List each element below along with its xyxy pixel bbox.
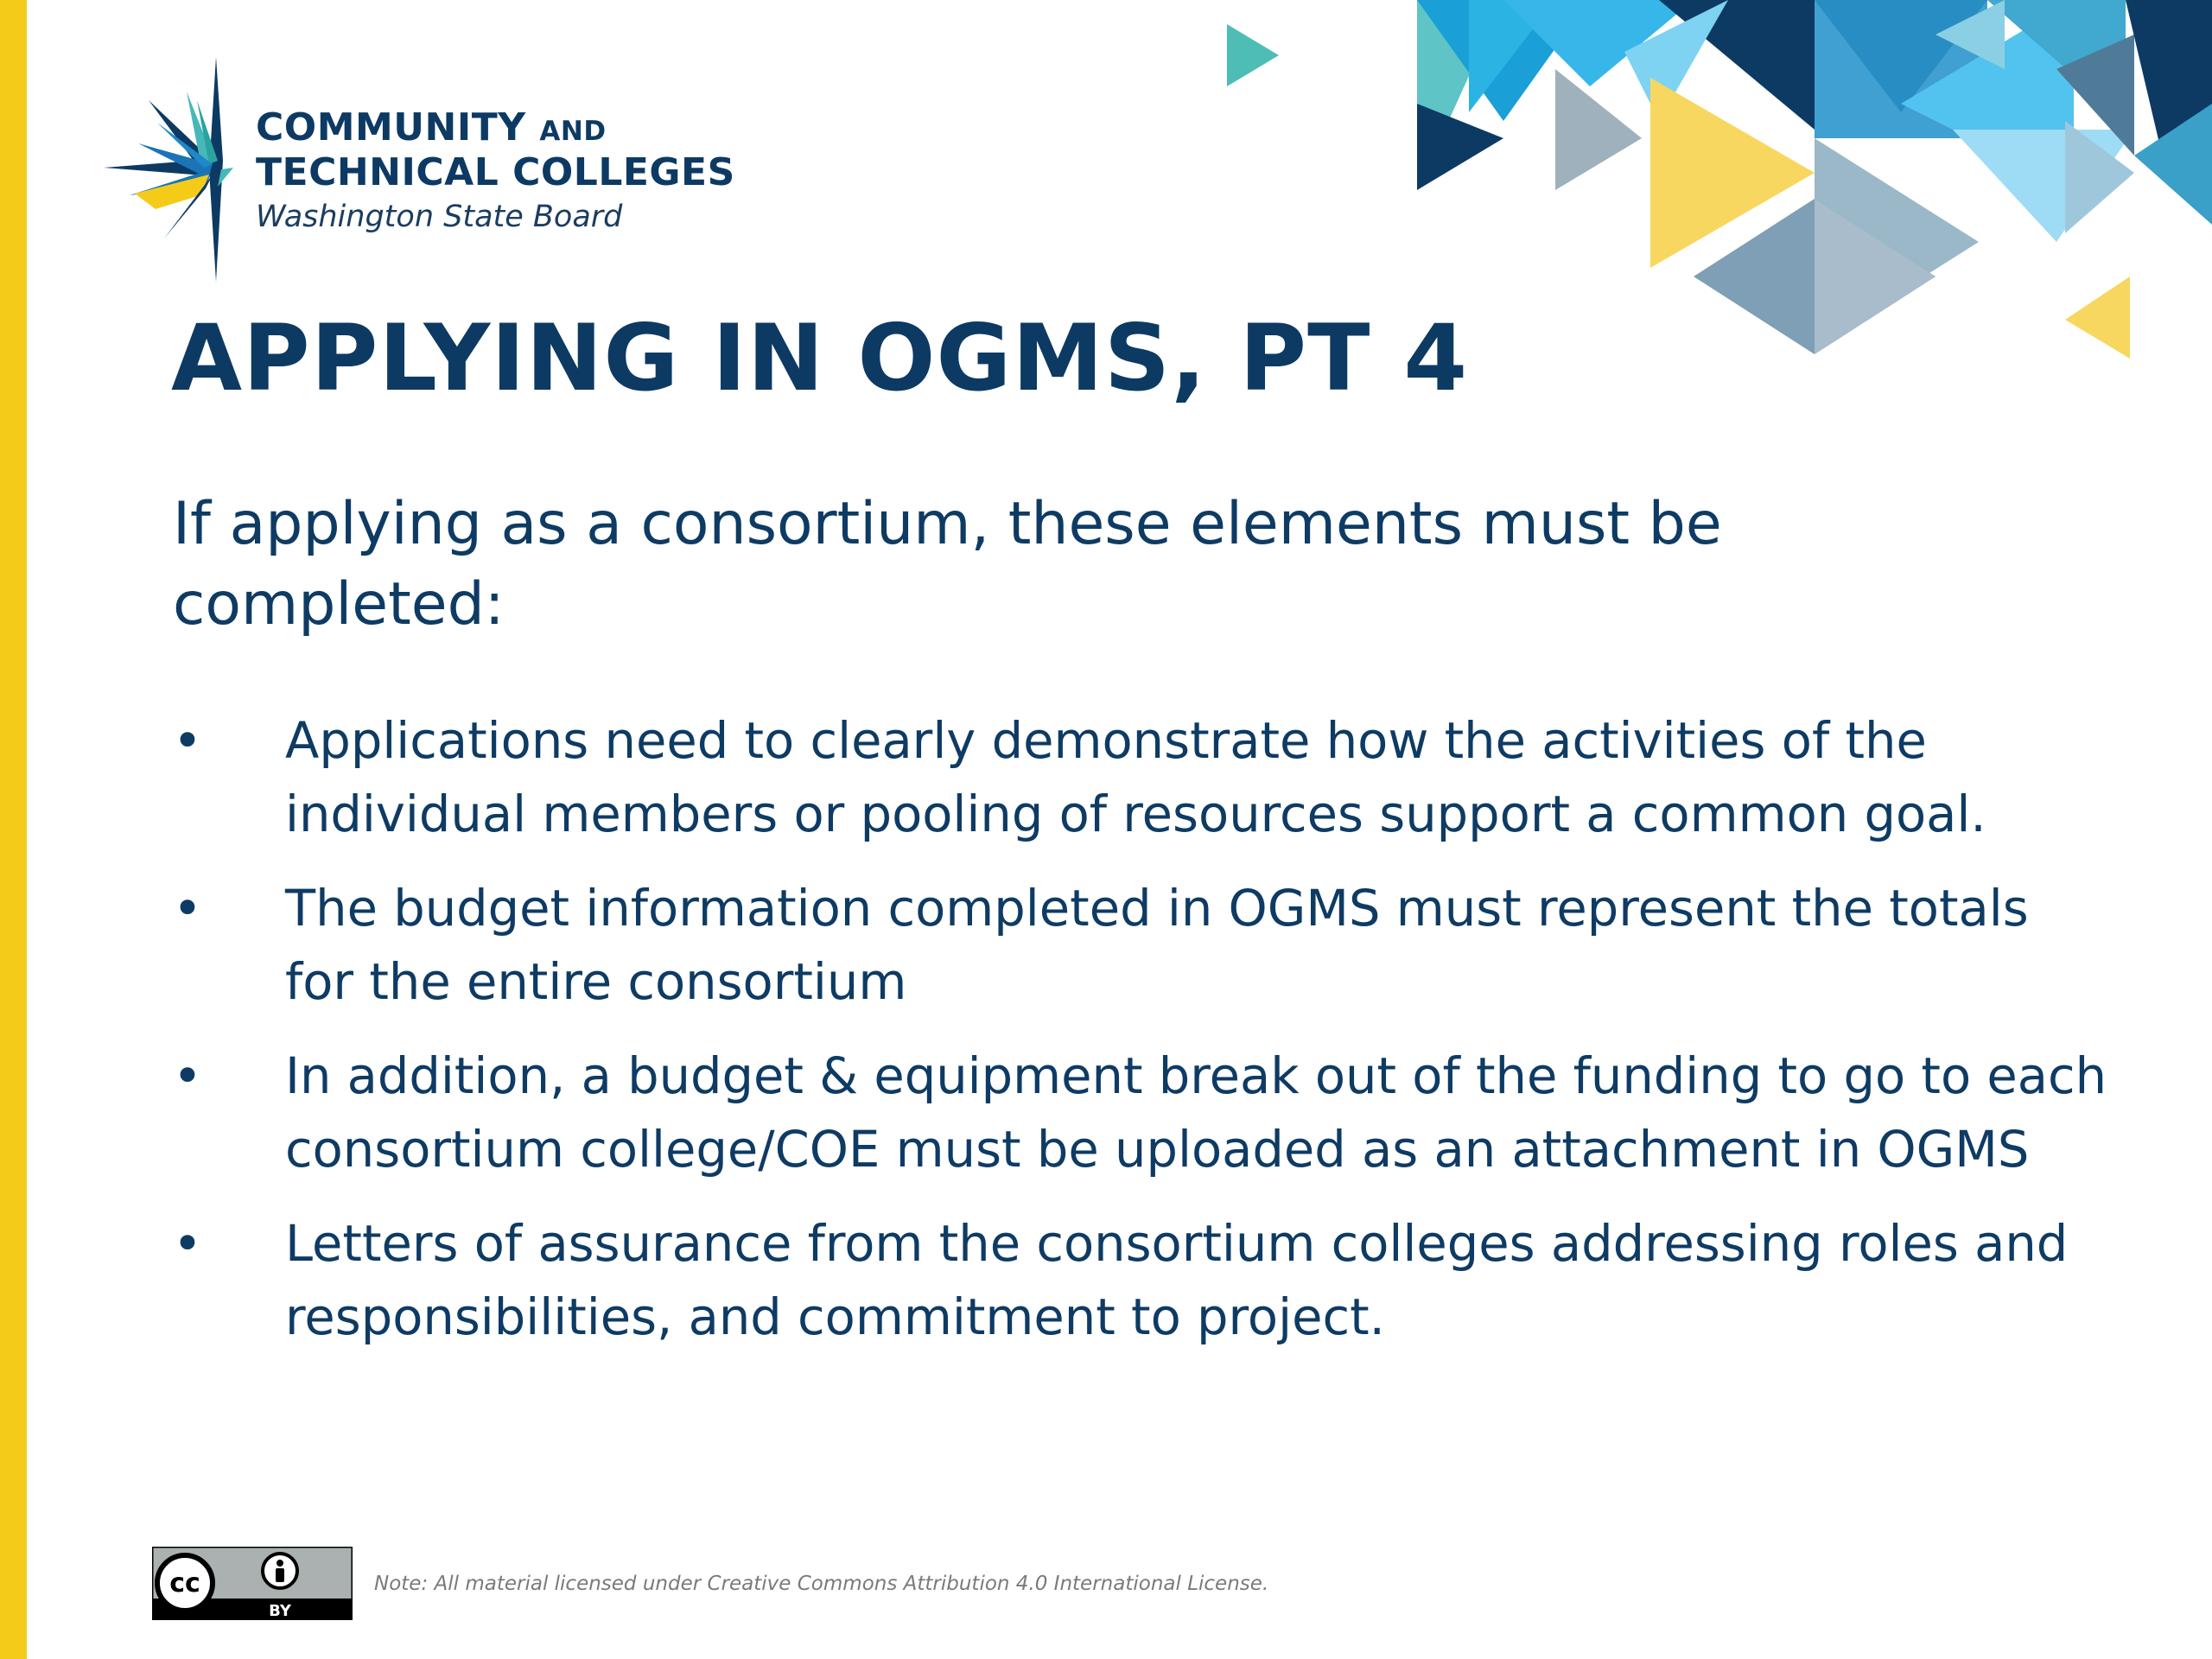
- logo-line-3: Washington State Board: [256, 200, 623, 234]
- bullet-text: Letters of assurance from the consortium colleges addressing roles and responsibilities, and commitment to project.: [285, 1215, 2069, 1346]
- bullet-list: [173, 704, 2108, 1375]
- bullet-marker: •: [173, 880, 202, 938]
- bullet-marker: •: [173, 1215, 202, 1273]
- cc-label: cc: [169, 1568, 200, 1599]
- logo-line-1: [256, 107, 735, 152]
- creative-commons-by-icon: [152, 1547, 353, 1620]
- license-note: Note: All material licensed under Creative Commons Attribution 4.0 International License.: [374, 1573, 1269, 1595]
- bullet-marker: •: [173, 1047, 202, 1105]
- logo-and: AND: [539, 116, 607, 147]
- bullet-item: [173, 1207, 2108, 1354]
- logo-community: COMMUNITY: [256, 105, 526, 149]
- slide-title: APPLYING IN OGMS, PT 4: [171, 305, 1469, 411]
- board-logo: [104, 57, 760, 282]
- bullet-text: In addition, a budget & equipment break out of the funding to go to each consortium college/COE must be uploaded as an attachment in OGMS: [285, 1047, 2107, 1179]
- bullet-marker: •: [173, 712, 202, 770]
- logo-line-2: TECHNICAL COLLEGES: [256, 150, 735, 194]
- bullet-item: [173, 1039, 2108, 1186]
- bullet-text: The budget information completed in OGMS must represent the totals for the entire consortium: [285, 880, 2029, 1011]
- starburst-logo-icon: [104, 57, 233, 282]
- by-label: BY: [269, 1602, 291, 1620]
- intro-text: If applying as a consortium, these elements must be completed:: [173, 490, 1722, 639]
- bullet-item: [173, 872, 2108, 1019]
- bullet-item: [173, 704, 2108, 851]
- logo-wordmark: [256, 107, 735, 237]
- bullet-text: Applications need to clearly demonstrate how the activities of the individual members or pooling of resources support a common goal.: [285, 712, 1986, 843]
